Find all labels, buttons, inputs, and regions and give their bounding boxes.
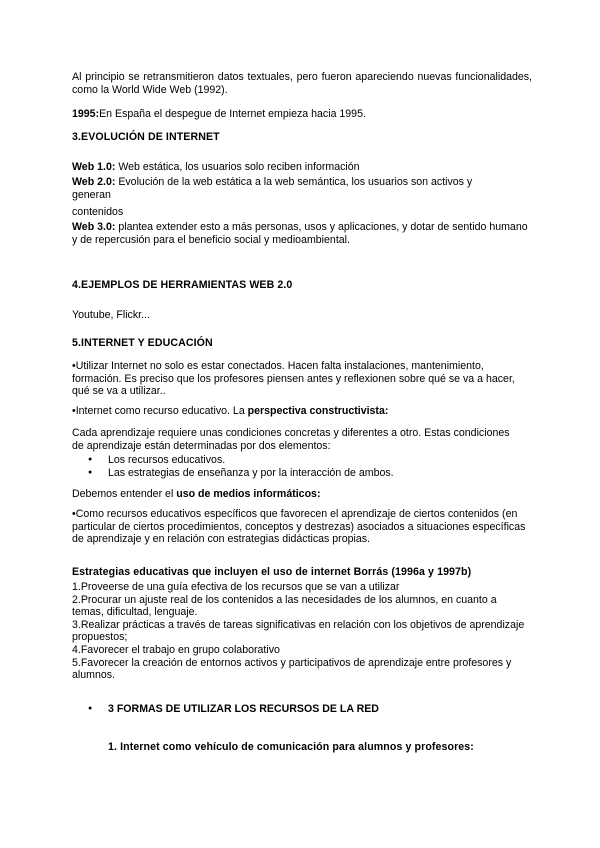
elements-list <box>88 454 528 479</box>
strategies-list <box>72 581 528 682</box>
paragraph-intro: Al principio se retransmitieron datos textuales, pero fueron apareciendo nuevas funcionalidades, como la World Wide Web (1992). <box>72 71 532 96</box>
paragraph-web1 <box>72 161 532 174</box>
list-item: 1.Proveerse de una guía efectiva de los recursos que se van a utilizar <box>72 581 400 593</box>
text-web3: plantea extender esto a más personas, usos y aplicaciones, y dotar de sentido humano y de repercusión para el beneficio social y medioambiental. <box>72 221 528 246</box>
heading-vehiculo: 1. Internet como vehículo de comunicación para alumnos y profesores: <box>108 741 474 753</box>
label-1995: 1995: <box>72 108 100 120</box>
text-1995: En España el despegue de Internet empieza hacia 1995. <box>99 108 366 120</box>
label-web3: Web 3.0: <box>72 221 116 233</box>
paragraph-web3 <box>72 221 528 246</box>
heading-ejemplos: 4.EJEMPLOS DE HERRAMIENTAS WEB 2.0 <box>72 279 293 291</box>
heading-estrategias: Estrategias educativas que incluyen el uso de internet Borrás (1996a y 1997b) <box>72 566 472 578</box>
text-debemos: Debemos entender el <box>72 488 177 500</box>
bullet-formas-text: 3 FORMAS DE UTILIZAR LOS RECURSOS DE LA RED <box>108 703 379 715</box>
text-web1: Web estática, los usuarios solo reciben información <box>115 161 360 173</box>
list-item: 5.Favorecer la creación de entornos activos y participativos de aprendizaje entre profesores y alumnos. <box>72 656 512 682</box>
heading-internet-educacion: 5.INTERNET Y EDUCACIÓN <box>72 337 213 349</box>
list-item: 3.Realizar prácticas a través de tareas significativas en relación con los objetivos de aprendizaje propuestos; <box>72 618 525 644</box>
paragraph-tools: Youtube, Flickr... <box>72 309 150 321</box>
paragraph-recurso <box>72 405 532 418</box>
paragraph-web2-cont: contenidos <box>72 206 124 218</box>
bullet-formas <box>88 703 528 716</box>
paragraph-cada: Cada aprendizaje requiere unas condiciones concretas y diferentes a otro. Estas condiciones de aprendizaje están determinadas por dos elementos: <box>72 427 510 452</box>
paragraph-web2 <box>72 176 500 201</box>
paragraph-debemos <box>72 488 532 501</box>
bold-medios: uso de medios informáticos: <box>176 488 321 500</box>
list-item: 4.Favorecer el trabajo en grupo colaborativo <box>72 643 280 656</box>
list-item: ● Los recursos educativos. <box>88 454 528 467</box>
bold-constructivista: perspectiva constructivista: <box>247 405 389 417</box>
paragraph-utilizar: •Utilizar Internet no solo es estar conectados. Hacen falta instalaciones, mantenimiento, formación. Es preciso que los profesores piensen antes y reflexionen sobre qué se va a hacer, qué se va a utilizar.. <box>72 360 515 398</box>
paragraph-1995 <box>72 108 532 121</box>
label-web2: Web 2.0: <box>72 176 116 188</box>
label-web1: Web 1.0: <box>72 161 116 173</box>
list-item: ● Las estrategias de enseñanza y por la interacción de ambos. <box>88 467 528 480</box>
paragraph-como: •Como recursos educativos específicos que favorecen el aprendizaje de ciertos contenidos (en particular de ciertos procedimientos, conceptos y destrezas) asociados a situaciones específicas de aprendizaje y en relación con estrategias didácticas propias. <box>72 508 526 546</box>
list-item: 2.Procurar un ajuste real de los contenidos a las necesidades de los alumnos, en cuanto a temas, dificultad, lenguaje. <box>72 593 497 619</box>
text-web2: Evolución de la web estática a la web semántica, los usuarios son activos y generan <box>72 176 473 201</box>
heading-evolucion: 3.EVOLUCIÓN DE INTERNET <box>72 131 220 143</box>
text-recurso: •Internet como recurso educativo. La <box>72 405 248 417</box>
